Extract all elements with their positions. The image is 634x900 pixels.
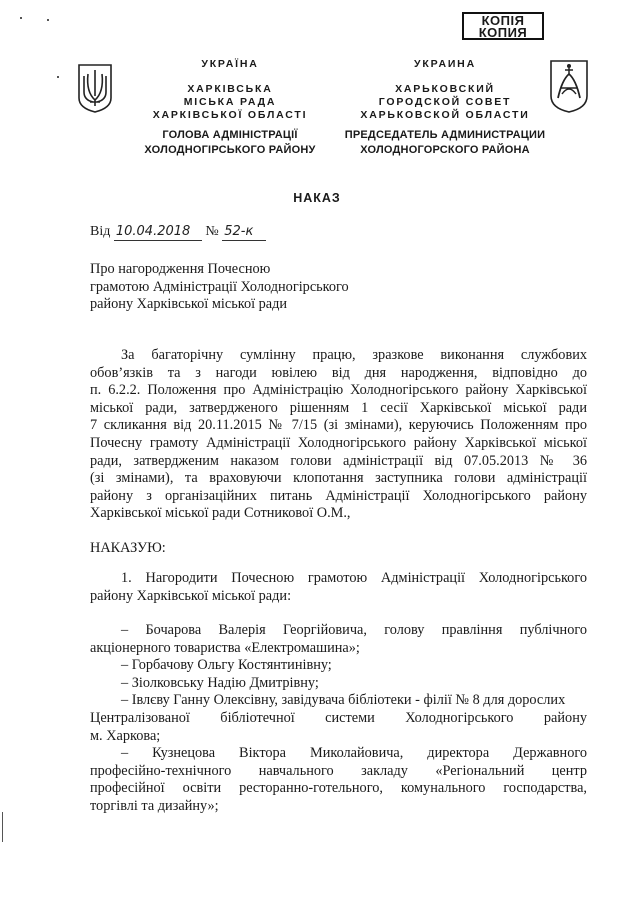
- header-ru-org-line2: ГОРОДСКОЙ СОВЕТ: [378, 96, 512, 108]
- item-line: 1. Нагородити Почесною грамотою Адміністрації Холодногірського: [121, 570, 587, 586]
- preamble-line: ради, затвердженим наказом голови адміністрації від 07.05.2013 № 36: [90, 452, 587, 469]
- header-ru-head-line1: ПРЕДСЕДАТЕЛЬ АДМИНИСТРАЦИИ: [344, 129, 546, 141]
- date-underline: [114, 224, 202, 241]
- header-ua-head-block: [120, 128, 340, 158]
- date-prefix: Від: [90, 224, 111, 239]
- handwritten-date: 10.04.2018: [115, 224, 191, 239]
- header-ru-org-line3: ХАРЬКОВСКОЙ ОБЛАСТИ: [360, 109, 530, 121]
- awardee-line: – Горбачову Ольгу Костянтинівну;: [121, 657, 332, 674]
- preamble-line: п. 6.2.2. Положення про Адміністрацію Холодногірського району Харківської: [90, 382, 587, 399]
- kharkiv-coat-of-arms-icon: [548, 58, 590, 114]
- handwritten-number: 52-к: [224, 224, 254, 239]
- preamble-line: 7 скликання від 20.11.2015 № 7/15 (зі змінами), керуючись Положенням про: [90, 417, 587, 434]
- header-ru-country: УКРАИНА: [414, 58, 476, 70]
- preamble-line: обов’язків та з нагоди ювілею від дня народження, відповідно до: [90, 364, 587, 381]
- preamble-line: Харківської міської ради Сотникової О.М.,: [90, 505, 351, 522]
- awardee-line: торгівлі та дизайну»;: [90, 797, 219, 814]
- awardee-line: м. Харкова;: [90, 727, 161, 744]
- preamble-line: За багаторічну сумлінну працю, зразкове виконання службових: [121, 347, 587, 363]
- trident-emblem-icon: [76, 62, 114, 114]
- order-item-1: [90, 570, 587, 605]
- awardee-line: – Кузнецова Віктора Миколайовича, директора Державного: [121, 745, 587, 762]
- subject-line: району Харківської міської ради: [90, 296, 288, 313]
- subject-line: Про нагородження Почесною: [90, 261, 271, 277]
- awardee-line: – Бочарова Валерія Георгійовича, голову правління публічного: [121, 622, 587, 638]
- awardee-line: – Івлєву Ганну Олексівну, завідувача бібліотеки - філії № 8 для дорослих: [121, 692, 566, 709]
- header-ru-block: [345, 58, 545, 122]
- scan-speck: [57, 76, 59, 78]
- header-ua-org-line3: ХАРКІВСЬКОЇ ОБЛАСТІ: [152, 109, 308, 121]
- stamp-line-ru: КОПИЯ: [478, 25, 528, 40]
- scan-edge-mark: [2, 812, 3, 842]
- preamble-paragraph: [90, 347, 587, 523]
- number-underline: [222, 224, 266, 241]
- header-ua-org-line1: ХАРКІВСЬКА: [187, 83, 273, 95]
- preamble-line: Почесну грамоту Адміністрації Холодногірського району Харківської міської: [90, 434, 587, 451]
- header-ua-head-line2: ХОЛОДНОГІРСЬКОГО РАЙОНУ: [144, 144, 316, 156]
- header-ua-block: [135, 58, 325, 122]
- preamble-line: району з організаційних питань Адміністрації Холодногірського району: [90, 487, 587, 504]
- awardee-list: [90, 622, 587, 816]
- scan-speck: [47, 19, 49, 21]
- awardee-line: Централізованої бібліотечної системи Холодногірського району: [90, 709, 587, 726]
- subject-line: грамотою Адміністрації Холодногірського: [90, 278, 349, 295]
- order-word: НАКАЗУЮ:: [90, 540, 166, 556]
- awardee-line: професійної освіти ресторанно-готельного, комунального господарства,: [90, 780, 587, 797]
- date-number-line: [90, 224, 266, 241]
- stamp-line-ua: КОПІЯ: [481, 13, 525, 28]
- awardee-line: акціонерного товариства «Електромашина»;: [90, 639, 360, 656]
- scan-speck: [20, 17, 22, 19]
- header-ru-org-line1: ХАРЬКОВСКИЙ: [395, 83, 495, 95]
- number-label: №: [205, 224, 219, 239]
- header-ua-head-line1: ГОЛОВА АДМІНІСТРАЦІЇ: [162, 129, 298, 141]
- header-ua-org-line2: МІСЬКА РАДА: [183, 96, 277, 108]
- subject-block: [90, 261, 490, 314]
- copy-stamp: [462, 12, 544, 40]
- header-ru-head-line2: ХОЛОДНОГОРСКОГО РАЙОНА: [360, 144, 530, 156]
- document-title: НАКАЗ: [293, 191, 341, 205]
- item-line: району Харківської міської ради:: [90, 587, 292, 604]
- awardee-line: професійно-технічного навчального закладу «Регіональний центр: [90, 762, 587, 779]
- header-ua-country: УКРАЇНА: [201, 58, 259, 70]
- preamble-line: (зі змінами), та враховуючи клопотання заступника голови адміністрації: [90, 470, 587, 487]
- awardee-line: – Зіолковську Надію Дмитрівну;: [121, 674, 319, 691]
- preamble-line: міської ради, затвердженого рішенням 1 сесії Харківської міської ради: [90, 399, 587, 416]
- header-ru-head-block: [325, 128, 565, 158]
